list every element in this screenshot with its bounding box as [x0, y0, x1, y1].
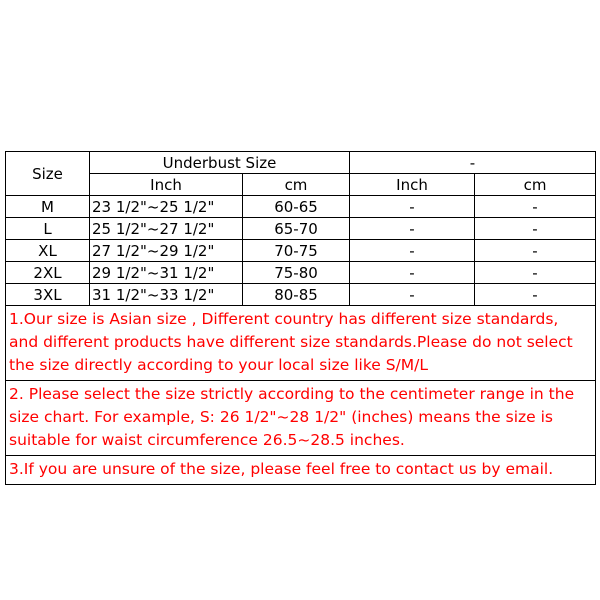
cm-cell: 80-85: [243, 284, 350, 306]
subheader-row: [6, 174, 596, 196]
cm2-cell: -: [475, 240, 596, 262]
cm2-cell: -: [475, 284, 596, 306]
cm2-cell: -: [475, 196, 596, 218]
inch-subheader: Inch: [90, 174, 243, 196]
inch-subheader-2: Inch: [350, 174, 475, 196]
size-cell: 2XL: [6, 262, 90, 284]
table-row: [6, 218, 596, 240]
table-row: [6, 196, 596, 218]
cm-cell: 65-70: [243, 218, 350, 240]
inch-cell: 23 1/2"~25 1/2": [90, 196, 243, 218]
size-cell: 3XL: [6, 284, 90, 306]
inch2-cell: -: [350, 196, 475, 218]
underbust-size-header: Underbust Size: [90, 152, 350, 174]
table-row: [6, 262, 596, 284]
note-row: [6, 456, 596, 485]
note-row: [6, 381, 596, 456]
cm-subheader-2: cm: [475, 174, 596, 196]
note-contact-email: 3.If you are unsure of the size, please feel free to contact us by email.: [6, 456, 596, 485]
cm2-cell: -: [475, 262, 596, 284]
inch2-cell: -: [350, 240, 475, 262]
table-row: [6, 240, 596, 262]
cm-cell: 75-80: [243, 262, 350, 284]
cm-subheader: cm: [243, 174, 350, 196]
inch-cell: 27 1/2"~29 1/2": [90, 240, 243, 262]
inch2-cell: -: [350, 284, 475, 306]
size-cell: M: [6, 196, 90, 218]
inch-cell: 25 1/2"~27 1/2": [90, 218, 243, 240]
cm2-cell: -: [475, 218, 596, 240]
note-asian-size: 1.Our size is Asian size , Different country has different size standards, and different products have different size standards.Please do not select the size directly according to your local size like S/M/L: [6, 306, 596, 381]
size-table: [5, 151, 596, 485]
header-row: [6, 152, 596, 174]
inch-cell: 31 1/2"~33 1/2": [90, 284, 243, 306]
size-header: Size: [6, 152, 90, 196]
inch2-cell: -: [350, 262, 475, 284]
inch-cell: 29 1/2"~31 1/2": [90, 262, 243, 284]
size-cell: L: [6, 218, 90, 240]
cm-cell: 60-65: [243, 196, 350, 218]
table-row: [6, 284, 596, 306]
inch2-cell: -: [350, 218, 475, 240]
size-chart: [5, 151, 595, 485]
size-cell: XL: [6, 240, 90, 262]
note-cm-range: 2. Please select the size strictly according to the centimeter range in the size chart. For example, S: 26 1/2"~28 1/2" (inches) means the size is suitable for waist circumference 26.5~28.5 inches.: [6, 381, 596, 456]
second-group-header: -: [350, 152, 596, 174]
note-row: [6, 306, 596, 381]
cm-cell: 70-75: [243, 240, 350, 262]
